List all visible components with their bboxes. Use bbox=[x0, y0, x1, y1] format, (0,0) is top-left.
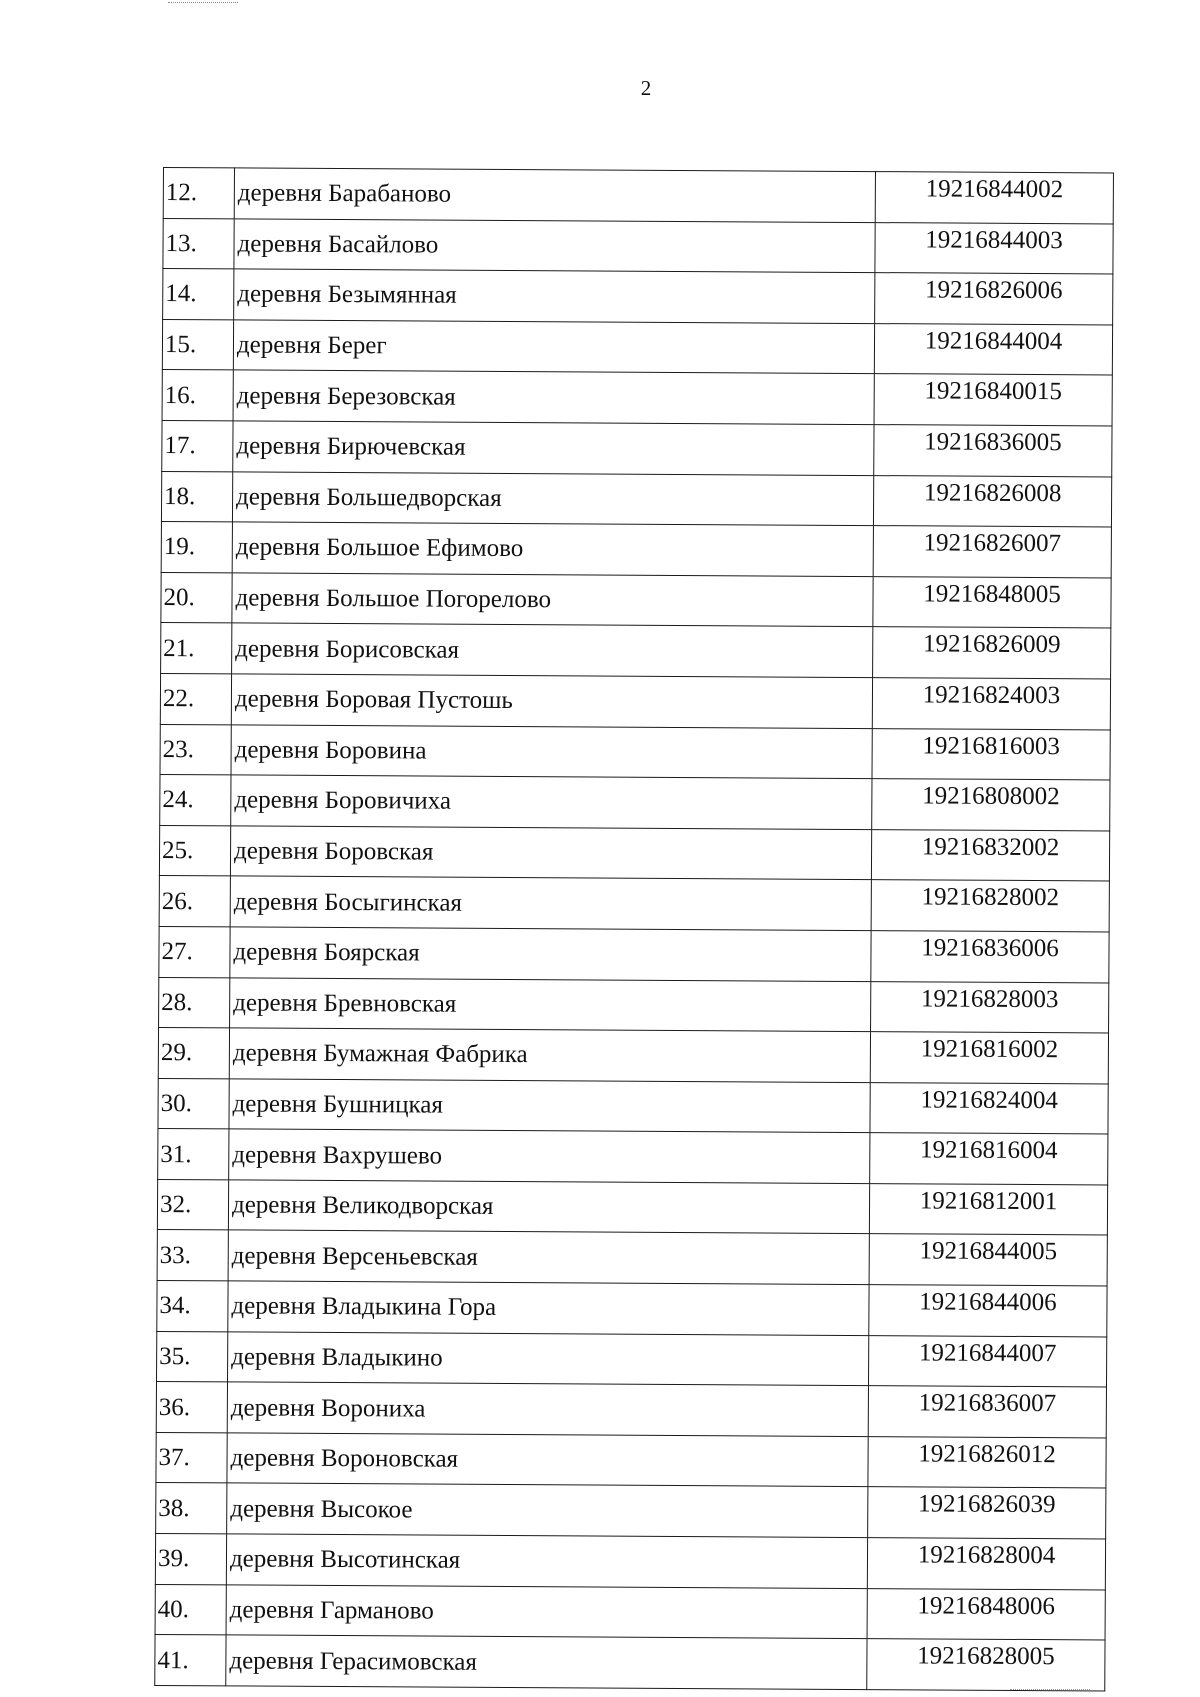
row-number-cell: 28. bbox=[159, 977, 230, 1028]
settlement-code-cell: 19216816002 bbox=[870, 1032, 1108, 1084]
row-number-cell: 18. bbox=[161, 471, 232, 522]
table-row bbox=[155, 1635, 1105, 1691]
settlement-code-cell: 19216826012 bbox=[868, 1436, 1106, 1488]
table-row bbox=[156, 1432, 1106, 1488]
settlement-name-cell: деревня Босыгинская bbox=[230, 876, 871, 930]
table-row bbox=[162, 370, 1112, 426]
settlement-code-cell: 19216826006 bbox=[875, 273, 1113, 325]
settlement-code-cell: 19216848005 bbox=[873, 576, 1111, 628]
settlement-name-cell: деревня Берег bbox=[233, 320, 874, 374]
settlement-name-cell: деревня Борисовская bbox=[232, 623, 873, 677]
settlement-name-cell: деревня Боровая Пустошь bbox=[231, 674, 872, 728]
scan-artifact-top bbox=[168, 0, 238, 3]
table-row bbox=[156, 1483, 1106, 1539]
settlement-code-cell: 19216812001 bbox=[869, 1183, 1107, 1235]
row-number-cell: 21. bbox=[161, 623, 232, 674]
table-row bbox=[157, 1230, 1107, 1286]
settlement-name-cell: деревня Большое Ефимово bbox=[232, 522, 873, 576]
table-row bbox=[158, 1078, 1108, 1134]
settlement-name-cell: деревня Боярская bbox=[230, 927, 871, 981]
settlement-name-cell: деревня Высотинская bbox=[226, 1534, 867, 1588]
settlement-code-cell: 19216844006 bbox=[869, 1285, 1107, 1337]
row-number-cell: 23. bbox=[160, 724, 231, 775]
table-row bbox=[160, 724, 1110, 780]
settlement-code-cell: 19216836007 bbox=[868, 1386, 1106, 1438]
row-number-cell: 22. bbox=[160, 673, 231, 724]
settlement-code-cell: 19216844004 bbox=[874, 323, 1112, 375]
settlement-name-cell: деревня Высокое bbox=[227, 1483, 868, 1537]
settlement-code-cell: 19216844002 bbox=[875, 172, 1113, 224]
settlement-code-cell: 19216824004 bbox=[870, 1082, 1108, 1134]
settlement-code-cell: 19216828002 bbox=[871, 880, 1109, 932]
row-number-cell: 39. bbox=[155, 1534, 226, 1585]
row-number-cell: 36. bbox=[156, 1382, 227, 1433]
settlement-name-cell: деревня Бревновская bbox=[230, 977, 871, 1031]
table-row bbox=[159, 825, 1109, 881]
table-row bbox=[161, 471, 1111, 527]
row-number-cell: 13. bbox=[163, 218, 234, 269]
settlement-code-cell: 19216844003 bbox=[875, 222, 1113, 274]
row-number-cell: 40. bbox=[155, 1584, 226, 1635]
settlement-code-cell: 19216808002 bbox=[872, 779, 1110, 831]
row-number-cell: 30. bbox=[158, 1078, 229, 1129]
row-number-cell: 14. bbox=[163, 269, 234, 320]
settlement-code-cell: 19216844005 bbox=[869, 1234, 1107, 1286]
table-row bbox=[159, 876, 1109, 932]
settlement-code-cell: 19216836006 bbox=[871, 930, 1109, 982]
table-row bbox=[159, 977, 1109, 1033]
row-number-cell: 33. bbox=[157, 1230, 228, 1281]
table-row bbox=[157, 1281, 1107, 1337]
table-row bbox=[163, 168, 1113, 224]
row-number-cell: 19. bbox=[161, 522, 232, 573]
settlement-name-cell: деревня Березовская bbox=[233, 370, 874, 424]
settlement-name-cell: деревня Владыкина Гора bbox=[228, 1281, 869, 1335]
settlement-code-cell: 19216826039 bbox=[868, 1487, 1106, 1539]
row-number-cell: 17. bbox=[162, 420, 233, 471]
settlements-table bbox=[154, 167, 1114, 1691]
row-number-cell: 20. bbox=[161, 572, 232, 623]
page-number: 2 bbox=[640, 76, 652, 100]
settlement-code-cell: 19216844007 bbox=[868, 1335, 1106, 1387]
row-number-cell: 32. bbox=[157, 1179, 228, 1230]
table-row bbox=[160, 775, 1110, 831]
settlement-name-cell: деревня Вахрушево bbox=[229, 1129, 870, 1183]
row-number-cell: 38. bbox=[156, 1483, 227, 1534]
table-row bbox=[161, 623, 1111, 679]
settlement-code-cell: 19216848006 bbox=[867, 1588, 1105, 1640]
settlement-code-cell: 19216816004 bbox=[870, 1133, 1108, 1185]
settlement-name-cell: деревня Басайлово bbox=[234, 219, 875, 273]
row-number-cell: 15. bbox=[162, 319, 233, 370]
settlement-code-cell: 19216826008 bbox=[873, 475, 1111, 527]
settlement-name-cell: деревня Безымянная bbox=[234, 269, 875, 323]
settlement-name-cell: деревня Боровина bbox=[231, 724, 872, 778]
settlement-name-cell: деревня Барабаново bbox=[234, 168, 875, 222]
settlement-code-cell: 19216816003 bbox=[872, 728, 1110, 780]
settlement-code-cell: 19216826009 bbox=[873, 627, 1111, 679]
row-number-cell: 35. bbox=[157, 1331, 228, 1382]
row-number-cell: 31. bbox=[158, 1129, 229, 1180]
settlements-table-body bbox=[155, 168, 1114, 1691]
settlement-name-cell: деревня Владыкино bbox=[228, 1332, 869, 1386]
table-row bbox=[161, 572, 1111, 628]
table-row bbox=[163, 269, 1113, 325]
settlement-code-cell: 19216832002 bbox=[871, 829, 1109, 881]
settlement-name-cell: деревня Большое Погорелово bbox=[232, 573, 873, 627]
settlement-code-cell: 19216836005 bbox=[874, 425, 1112, 477]
settlement-name-cell: деревня Версеньевская bbox=[228, 1230, 869, 1284]
row-number-cell: 12. bbox=[163, 168, 234, 219]
row-number-cell: 26. bbox=[159, 876, 230, 927]
settlement-name-cell: деревня Боровичиха bbox=[231, 775, 872, 829]
settlement-code-cell: 19216826007 bbox=[873, 526, 1111, 578]
row-number-cell: 25. bbox=[159, 825, 230, 876]
settlement-name-cell: деревня Бумажная Фабрика bbox=[229, 1028, 870, 1082]
table-row bbox=[155, 1584, 1105, 1640]
settlement-code-cell: 19216840015 bbox=[874, 374, 1112, 426]
settlement-name-cell: деревня Бушницкая bbox=[229, 1079, 870, 1133]
row-number-cell: 24. bbox=[160, 775, 231, 826]
row-number-cell: 37. bbox=[156, 1432, 227, 1483]
settlement-code-cell: 19216828004 bbox=[867, 1538, 1105, 1590]
table-row bbox=[162, 420, 1112, 476]
table-row bbox=[158, 1028, 1108, 1084]
settlement-name-cell: деревня Герасимовская bbox=[226, 1635, 867, 1689]
table-row bbox=[157, 1331, 1107, 1387]
settlement-name-cell: деревня Бирючевская bbox=[233, 421, 874, 475]
settlement-code-cell: 19216828003 bbox=[871, 981, 1109, 1033]
table-row bbox=[159, 926, 1109, 982]
table-row bbox=[160, 673, 1110, 729]
settlement-name-cell: деревня Ворониха bbox=[227, 1382, 868, 1436]
settlement-name-cell: деревня Большедворская bbox=[232, 471, 873, 525]
scan-artifact-bottom bbox=[1010, 1689, 1090, 1696]
table-row bbox=[161, 522, 1111, 578]
settlement-name-cell: деревня Вороновская bbox=[227, 1433, 868, 1487]
table-row bbox=[157, 1179, 1107, 1235]
table-row bbox=[163, 218, 1113, 274]
row-number-cell: 27. bbox=[159, 926, 230, 977]
table-row bbox=[162, 319, 1112, 375]
table-row bbox=[155, 1534, 1105, 1590]
settlement-name-cell: деревня Боровская bbox=[230, 826, 871, 880]
row-number-cell: 29. bbox=[158, 1028, 229, 1079]
row-number-cell: 41. bbox=[155, 1635, 226, 1686]
table-row bbox=[156, 1382, 1106, 1438]
settlement-name-cell: деревня Гарманово bbox=[226, 1585, 867, 1639]
settlement-code-cell: 19216824003 bbox=[872, 678, 1110, 730]
table-row bbox=[158, 1129, 1108, 1185]
settlement-code-cell: 19216828005 bbox=[867, 1639, 1105, 1691]
row-number-cell: 34. bbox=[157, 1281, 228, 1332]
settlement-name-cell: деревня Великодворская bbox=[228, 1180, 869, 1234]
row-number-cell: 16. bbox=[162, 370, 233, 421]
